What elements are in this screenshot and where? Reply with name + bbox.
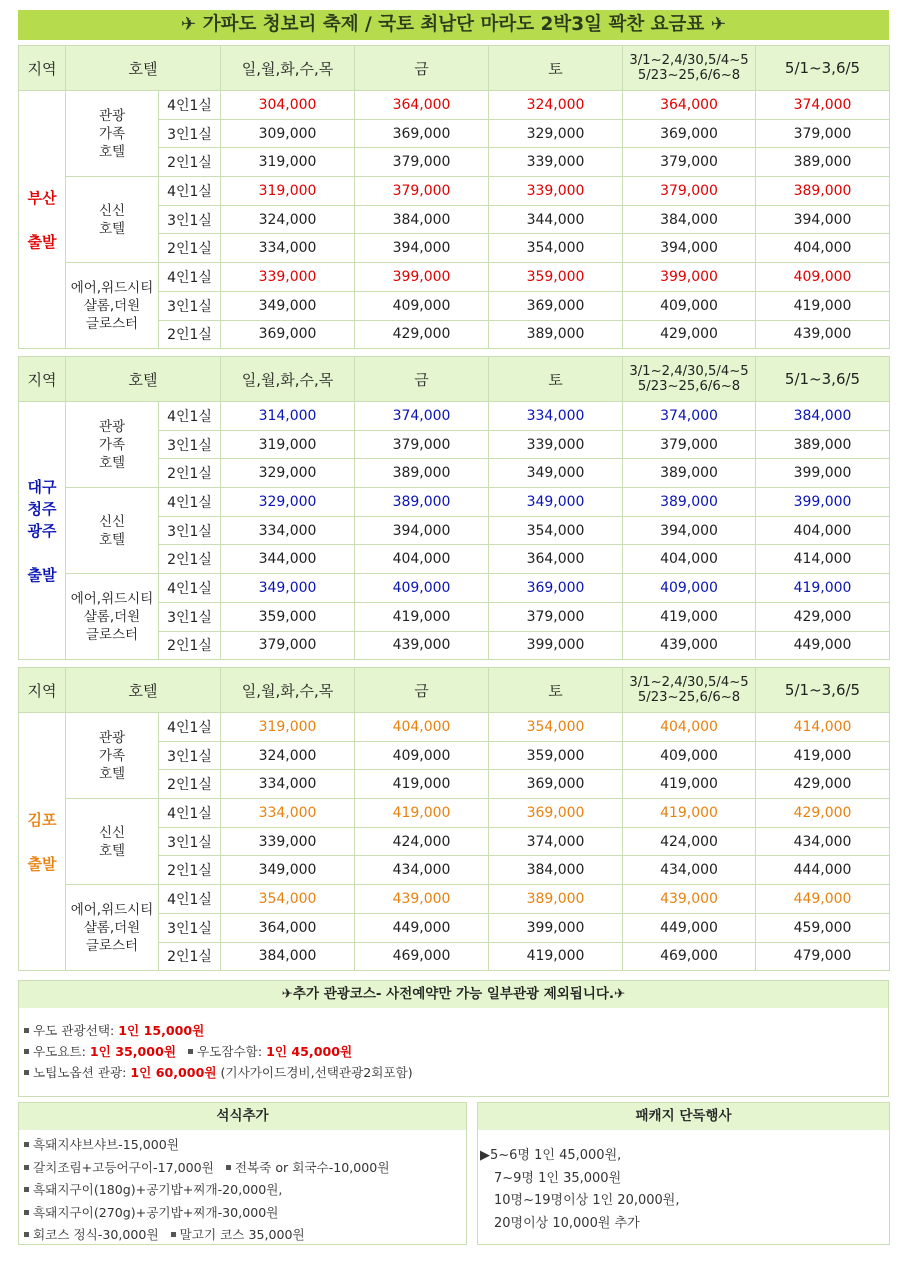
room-type: 2인1실 <box>159 148 221 177</box>
price-cell: 389,000 <box>756 148 890 177</box>
price-cell: 409,000 <box>623 291 756 320</box>
price-cell: 334,000 <box>221 234 355 263</box>
package-item: 10명~19명이상 1인 20,000원, <box>494 1193 680 1208</box>
period-1-line: 3/1~2,4/30,5/4~5 <box>629 53 749 68</box>
price-cell: 389,000 <box>355 459 489 488</box>
price-cell: 339,000 <box>489 177 623 206</box>
region-label: 출발 <box>27 232 57 251</box>
header-row <box>19 668 890 713</box>
bullet-icon <box>24 1210 29 1215</box>
price-cell: 419,000 <box>756 741 890 770</box>
header-hotel: 호텔 <box>66 357 221 402</box>
tour-note: (기사가이드경비,선택관광2회포함) <box>216 1065 413 1080</box>
hotel-name-line: 에어,위드시티 <box>70 279 154 296</box>
price-cell: 349,000 <box>489 488 623 517</box>
price-cell: 399,000 <box>756 459 890 488</box>
hotel-name-line: 샬롬,더원 <box>83 919 141 936</box>
price-cell: 354,000 <box>221 885 355 914</box>
hotel-name-line: 호텔 <box>98 143 126 160</box>
table-row <box>19 799 890 828</box>
price-cell: 409,000 <box>623 741 756 770</box>
room-type: 3인1실 <box>159 913 221 942</box>
price-cell: 409,000 <box>355 291 489 320</box>
header-saturday: 토 <box>489 668 623 713</box>
hotel-name-cell <box>66 713 159 799</box>
price-cell: 369,000 <box>355 119 489 148</box>
price-cell: 384,000 <box>221 942 355 971</box>
header-weekday: 일,월,화,수,목 <box>221 668 355 713</box>
price-cell: 309,000 <box>221 119 355 148</box>
price-cell: 404,000 <box>623 545 756 574</box>
price-cell: 409,000 <box>355 574 489 603</box>
price-cell: 384,000 <box>355 205 489 234</box>
price-cell: 419,000 <box>623 602 756 631</box>
hotel-name-line: 관광 <box>98 418 126 435</box>
room-type: 2인1실 <box>159 856 221 885</box>
hotel-name-line: 글로스터 <box>85 937 139 954</box>
hotel-name-line: 글로스터 <box>85 626 139 643</box>
price-cell: 339,000 <box>221 263 355 292</box>
price-cell: 399,000 <box>623 263 756 292</box>
meal-text: 전복죽 or 회국수-10,000원 <box>234 1159 390 1175</box>
rate-table <box>18 667 890 971</box>
package-item: ▶5~6명 1인 45,000원, <box>480 1148 622 1163</box>
price-cell: 449,000 <box>623 913 756 942</box>
region-label: 광주 <box>27 521 57 540</box>
region-cell <box>19 402 66 660</box>
room-type: 4인1실 <box>159 177 221 206</box>
tour-item <box>24 1041 888 1062</box>
header-hotel: 호텔 <box>66 46 221 91</box>
hotel-name-line: 샬롬,더원 <box>83 608 141 625</box>
table-row <box>19 885 890 914</box>
room-type: 3인1실 <box>159 430 221 459</box>
price-cell: 419,000 <box>756 574 890 603</box>
table-row <box>19 91 890 120</box>
hotel-name-cell <box>66 263 159 349</box>
meal-text: 말고기 코스 35,000원 <box>179 1227 305 1242</box>
period-1-line: 5/23~25,6/6~8 <box>637 379 741 394</box>
price-cell: 389,000 <box>756 430 890 459</box>
room-type: 4인1실 <box>159 263 221 292</box>
price-cell: 404,000 <box>756 234 890 263</box>
price-cell: 419,000 <box>489 942 623 971</box>
price-cell: 439,000 <box>355 885 489 914</box>
header-saturday: 토 <box>489 357 623 402</box>
meals-title: 석식추가 <box>19 1103 466 1130</box>
period-1-line: 3/1~2,4/30,5/4~5 <box>629 364 749 379</box>
hotel-name-line: 가족 <box>98 125 126 142</box>
price-cell: 409,000 <box>623 574 756 603</box>
rate-table <box>18 356 890 660</box>
tour-item <box>24 1062 888 1083</box>
room-type: 2인1실 <box>159 770 221 799</box>
price-cell: 334,000 <box>489 402 623 431</box>
region-label: 출발 <box>27 565 57 584</box>
price-cell: 379,000 <box>355 148 489 177</box>
hotel-name-cell <box>66 799 159 885</box>
price-cell: 379,000 <box>221 631 355 660</box>
price-cell: 364,000 <box>355 91 489 120</box>
price-cell: 329,000 <box>221 488 355 517</box>
room-type: 3인1실 <box>159 827 221 856</box>
price-cell: 344,000 <box>489 205 623 234</box>
price-cell: 394,000 <box>355 516 489 545</box>
price-cell: 374,000 <box>623 402 756 431</box>
header-weekday: 일,월,화,수,목 <box>221 46 355 91</box>
price-cell: 329,000 <box>489 119 623 148</box>
room-type: 4인1실 <box>159 402 221 431</box>
price-cell: 369,000 <box>489 291 623 320</box>
room-type: 3인1실 <box>159 205 221 234</box>
bullet-icon <box>24 1049 29 1054</box>
price-cell: 394,000 <box>623 516 756 545</box>
room-type: 2인1실 <box>159 320 221 349</box>
hotel-name-line: 호텔 <box>98 842 126 859</box>
price-cell: 404,000 <box>355 713 489 742</box>
tour-price: 1인 15,000원 <box>118 1023 205 1038</box>
price-cell: 429,000 <box>756 770 890 799</box>
bullet-icon <box>24 1187 29 1192</box>
price-cell: 324,000 <box>221 205 355 234</box>
room-type: 4인1실 <box>159 91 221 120</box>
tour-panel <box>18 980 889 1097</box>
price-cell: 349,000 <box>221 856 355 885</box>
price-cell: 379,000 <box>623 177 756 206</box>
price-cell: 384,000 <box>489 856 623 885</box>
room-type: 3인1실 <box>159 291 221 320</box>
price-cell: 419,000 <box>355 770 489 799</box>
price-cell: 389,000 <box>489 320 623 349</box>
price-cell: 449,000 <box>756 885 890 914</box>
price-cell: 434,000 <box>756 827 890 856</box>
tour-item <box>24 1020 888 1041</box>
room-type: 2인1실 <box>159 631 221 660</box>
price-cell: 434,000 <box>355 856 489 885</box>
price-cell: 319,000 <box>221 177 355 206</box>
price-cell: 364,000 <box>221 913 355 942</box>
tour-title: ✈추가 관광코스- 사전예약만 가능 일부관광 제외됩니다.✈ <box>19 981 888 1008</box>
price-cell: 389,000 <box>623 488 756 517</box>
hotel-name-cell <box>66 885 159 971</box>
table-row <box>19 263 890 292</box>
period-1-line: 5/23~25,6/6~8 <box>637 68 741 83</box>
price-cell: 349,000 <box>489 459 623 488</box>
price-cell: 354,000 <box>489 234 623 263</box>
hotel-name-cell <box>66 574 159 660</box>
price-cell: 399,000 <box>355 263 489 292</box>
bullet-icon <box>188 1049 193 1054</box>
meal-item <box>24 1134 466 1157</box>
price-cell: 339,000 <box>221 827 355 856</box>
tour-label: 우도잠수함: <box>197 1044 267 1059</box>
price-cell: 439,000 <box>355 631 489 660</box>
price-cell: 324,000 <box>221 741 355 770</box>
price-cell: 379,000 <box>355 430 489 459</box>
package-item: 7~9명 1인 35,000원 <box>494 1170 622 1186</box>
price-cell: 449,000 <box>355 913 489 942</box>
price-cell: 339,000 <box>489 430 623 459</box>
meal-item <box>24 1179 466 1202</box>
hotel-name-line: 호텔 <box>98 531 126 548</box>
price-cell: 374,000 <box>756 91 890 120</box>
hotel-name-cell <box>66 177 159 263</box>
period-1-line: 5/23~25,6/6~8 <box>637 690 741 705</box>
header-friday: 금 <box>355 46 489 91</box>
price-cell: 399,000 <box>756 488 890 517</box>
price-cell: 319,000 <box>221 713 355 742</box>
room-type: 2인1실 <box>159 459 221 488</box>
price-cell: 344,000 <box>221 545 355 574</box>
price-cell: 359,000 <box>221 602 355 631</box>
price-cell: 354,000 <box>489 516 623 545</box>
price-cell: 329,000 <box>221 459 355 488</box>
table-row <box>19 402 890 431</box>
price-cell: 369,000 <box>221 320 355 349</box>
price-cell: 384,000 <box>623 205 756 234</box>
table-row <box>19 488 890 517</box>
price-cell: 419,000 <box>623 770 756 799</box>
page-title: ✈ 가파도 청보리 축제 / 국토 최남단 마라도 2박3일 꽉찬 요금표 ✈ <box>18 10 889 40</box>
header-weekday: 일,월,화,수,목 <box>221 357 355 402</box>
price-cell: 409,000 <box>756 263 890 292</box>
meal-text: 흑돼지구이(180g)+공기밥+찌개-20,000원, <box>33 1182 283 1197</box>
price-cell: 444,000 <box>756 856 890 885</box>
price-cell: 319,000 <box>221 430 355 459</box>
region-label: 부산 <box>27 188 57 207</box>
room-type: 3인1실 <box>159 741 221 770</box>
price-cell: 389,000 <box>623 459 756 488</box>
price-cell: 369,000 <box>489 799 623 828</box>
bullet-icon <box>24 1232 29 1237</box>
price-cell: 379,000 <box>489 602 623 631</box>
price-cell: 369,000 <box>623 119 756 148</box>
price-cell: 429,000 <box>756 602 890 631</box>
room-type: 3인1실 <box>159 602 221 631</box>
price-cell: 419,000 <box>756 291 890 320</box>
price-cell: 324,000 <box>489 91 623 120</box>
price-cell: 384,000 <box>756 402 890 431</box>
meal-text: 갈치조림+고등어구이-17,000원 <box>33 1159 214 1175</box>
price-cell: 459,000 <box>756 913 890 942</box>
region-cell <box>19 713 66 971</box>
hotel-name-cell <box>66 91 159 177</box>
hotel-name-line: 가족 <box>98 436 126 453</box>
room-type: 4인1실 <box>159 488 221 517</box>
price-cell: 414,000 <box>756 545 890 574</box>
price-cell: 334,000 <box>221 799 355 828</box>
price-cell: 319,000 <box>221 148 355 177</box>
room-type: 2인1실 <box>159 234 221 263</box>
room-type: 2인1실 <box>159 545 221 574</box>
price-cell: 359,000 <box>489 741 623 770</box>
tour-label: 노팁노옵션 관광: <box>33 1065 131 1080</box>
hotel-name-line: 신신 <box>98 824 126 841</box>
price-cell: 439,000 <box>756 320 890 349</box>
hotel-name-line: 관광 <box>98 107 126 124</box>
price-cell: 419,000 <box>355 799 489 828</box>
price-cell: 379,000 <box>756 119 890 148</box>
price-cell: 334,000 <box>221 516 355 545</box>
room-type: 4인1실 <box>159 885 221 914</box>
table-row <box>19 713 890 742</box>
price-cell: 394,000 <box>623 234 756 263</box>
price-cell: 424,000 <box>623 827 756 856</box>
price-cell: 399,000 <box>489 631 623 660</box>
meals-panel <box>18 1102 467 1245</box>
bullet-icon <box>24 1070 29 1075</box>
header-period-1 <box>623 46 756 91</box>
price-cell: 364,000 <box>623 91 756 120</box>
header-region: 지역 <box>19 357 66 402</box>
hotel-name-line: 호텔 <box>98 765 126 782</box>
meal-item <box>24 1224 466 1247</box>
price-cell: 399,000 <box>489 913 623 942</box>
price-cell: 409,000 <box>355 741 489 770</box>
price-cell: 304,000 <box>221 91 355 120</box>
bullet-icon <box>24 1165 29 1170</box>
room-type: 3인1실 <box>159 119 221 148</box>
price-cell: 419,000 <box>355 602 489 631</box>
rate-table <box>18 45 890 349</box>
bullet-icon <box>24 1028 29 1033</box>
price-cell: 389,000 <box>489 885 623 914</box>
hotel-name-line: 호텔 <box>98 454 126 471</box>
price-cell: 439,000 <box>623 885 756 914</box>
header-period-2: 5/1~3,6/5 <box>756 668 890 713</box>
hotel-name-line: 글로스터 <box>85 315 139 332</box>
header-row <box>19 357 890 402</box>
hotel-name-line: 신신 <box>98 513 126 530</box>
meal-item <box>24 1157 466 1180</box>
price-cell: 374,000 <box>355 402 489 431</box>
price-cell: 354,000 <box>489 713 623 742</box>
price-cell: 349,000 <box>221 574 355 603</box>
price-cell: 419,000 <box>623 799 756 828</box>
price-cell: 449,000 <box>756 631 890 660</box>
header-region: 지역 <box>19 668 66 713</box>
hotel-name-line: 가족 <box>98 747 126 764</box>
hotel-name-line: 호텔 <box>98 220 126 237</box>
price-cell: 404,000 <box>623 713 756 742</box>
meal-item <box>24 1202 466 1225</box>
price-cell: 334,000 <box>221 770 355 799</box>
price-cell: 429,000 <box>756 799 890 828</box>
header-friday: 금 <box>355 668 489 713</box>
meal-text: 흑돼지구이(270g)+공기밥+찌개-30,000원 <box>33 1204 279 1220</box>
table-row <box>19 177 890 206</box>
price-cell: 469,000 <box>623 942 756 971</box>
price-cell: 339,000 <box>489 148 623 177</box>
price-cell: 374,000 <box>489 827 623 856</box>
header-hotel: 호텔 <box>66 668 221 713</box>
price-cell: 414,000 <box>756 713 890 742</box>
header-friday: 금 <box>355 357 489 402</box>
package-item: 20명이상 10,000원 추가 <box>494 1215 640 1231</box>
price-cell: 389,000 <box>355 488 489 517</box>
price-cell: 429,000 <box>355 320 489 349</box>
table-row <box>19 574 890 603</box>
tour-label: 우도요트: <box>33 1044 90 1059</box>
header-period-2: 5/1~3,6/5 <box>756 357 890 402</box>
price-cell: 424,000 <box>355 827 489 856</box>
region-label: 출발 <box>27 854 57 873</box>
header-period-1 <box>623 668 756 713</box>
hotel-name-line: 신신 <box>98 202 126 219</box>
price-cell: 404,000 <box>355 545 489 574</box>
price-cell: 349,000 <box>221 291 355 320</box>
price-cell: 379,000 <box>623 148 756 177</box>
header-row <box>19 46 890 91</box>
room-type: 2인1실 <box>159 942 221 971</box>
price-cell: 434,000 <box>623 856 756 885</box>
room-type: 4인1실 <box>159 799 221 828</box>
price-cell: 469,000 <box>355 942 489 971</box>
bullet-icon <box>171 1232 176 1237</box>
price-cell: 479,000 <box>756 942 890 971</box>
header-region: 지역 <box>19 46 66 91</box>
price-cell: 379,000 <box>355 177 489 206</box>
price-cell: 404,000 <box>756 516 890 545</box>
region-label: 대구 <box>27 477 57 496</box>
region-label: 김포 <box>27 810 57 829</box>
tour-price: 1인 60,000원 <box>130 1065 217 1080</box>
hotel-name-cell <box>66 488 159 574</box>
period-1-line: 3/1~2,4/30,5/4~5 <box>629 675 749 690</box>
region-label <box>19 542 65 564</box>
header-period-1 <box>623 357 756 402</box>
price-cell: 369,000 <box>489 574 623 603</box>
price-cell: 364,000 <box>489 545 623 574</box>
tour-price: 1인 45,000원 <box>266 1044 353 1059</box>
price-cell: 389,000 <box>756 177 890 206</box>
header-saturday: 토 <box>489 46 623 91</box>
price-cell: 359,000 <box>489 263 623 292</box>
meal-text: 흑돼지샤브샤브-15,000원 <box>33 1137 179 1152</box>
package-panel <box>477 1102 890 1245</box>
price-cell: 369,000 <box>489 770 623 799</box>
bullet-icon <box>24 1142 29 1147</box>
hotel-name-line: 에어,위드시티 <box>70 590 154 607</box>
hotel-name-cell <box>66 402 159 488</box>
tour-label: 우도 관광선택: <box>33 1023 119 1038</box>
region-cell <box>19 91 66 349</box>
price-cell: 379,000 <box>623 430 756 459</box>
meal-text: 회코스 정식-30,000원 <box>33 1227 159 1242</box>
price-cell: 429,000 <box>623 320 756 349</box>
hotel-name-line: 관광 <box>98 729 126 746</box>
hotel-name-line: 에어,위드시티 <box>70 901 154 918</box>
region-label: 청주 <box>27 499 57 518</box>
hotel-name-line: 샬롬,더원 <box>83 297 141 314</box>
price-cell: 439,000 <box>623 631 756 660</box>
room-type: 4인1실 <box>159 574 221 603</box>
room-type: 3인1실 <box>159 516 221 545</box>
header-period-2: 5/1~3,6/5 <box>756 46 890 91</box>
bullet-icon <box>226 1165 231 1170</box>
room-type: 4인1실 <box>159 713 221 742</box>
tour-price: 1인 35,000원 <box>89 1044 176 1059</box>
price-cell: 394,000 <box>355 234 489 263</box>
package-title: 패캐지 단독행사 <box>478 1103 889 1130</box>
price-cell: 314,000 <box>221 402 355 431</box>
price-cell: 394,000 <box>756 205 890 234</box>
